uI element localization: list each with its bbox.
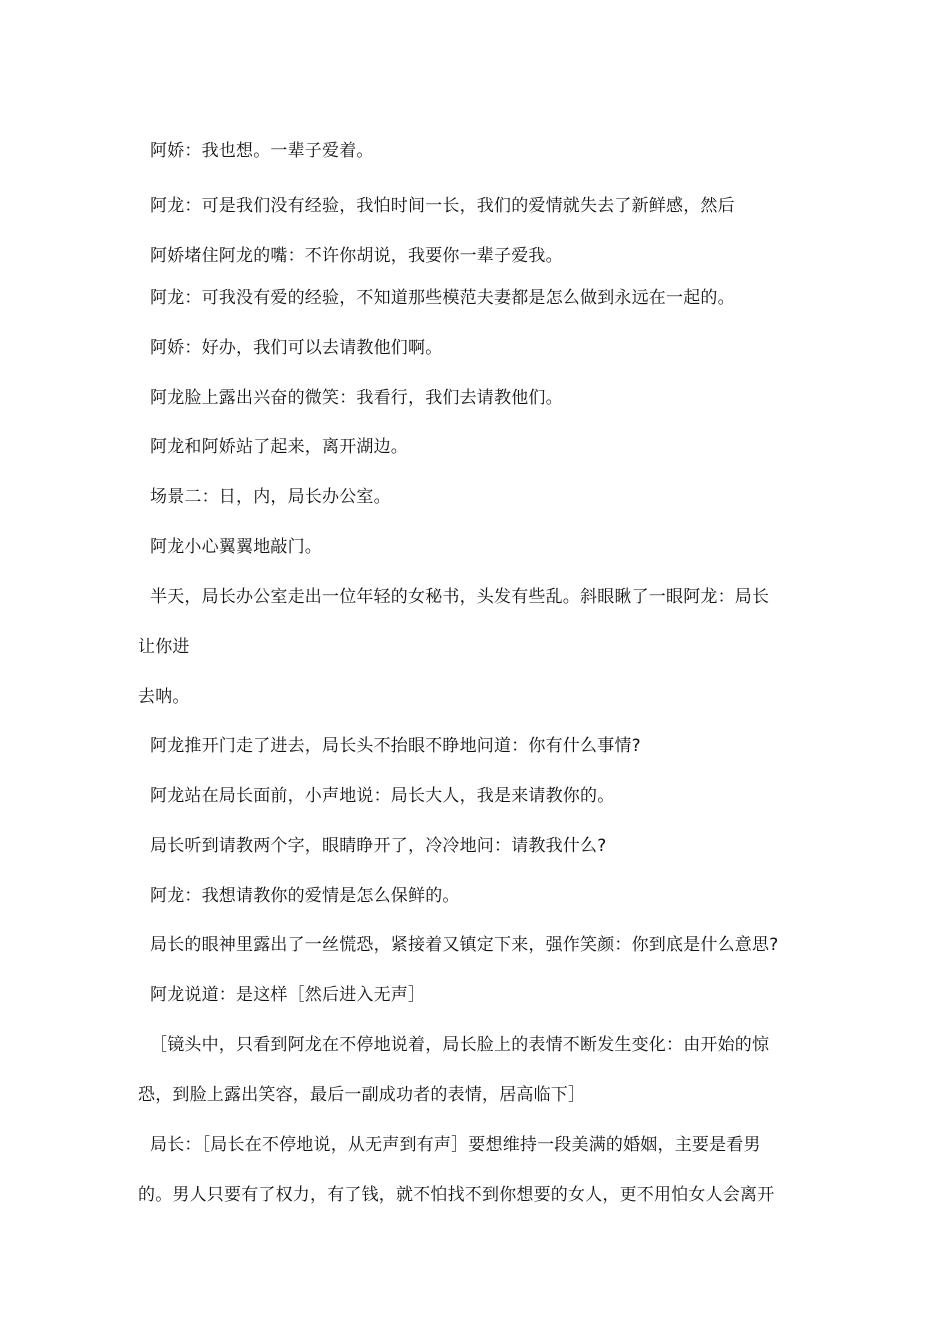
text-line: 阿龙脸上露出兴奋的微笑：我看行，我们去请教他们。: [150, 388, 563, 408]
text-line: 让你进: [138, 637, 190, 657]
text-line: 局长的眼神里露出了一丝慌恐，紧接着又镇定下来，强作笑颜：你到底是什么意思?: [150, 935, 779, 955]
text-line: 阿龙小心翼翼地敲门。: [150, 537, 322, 557]
text-line: 阿龙说道：是这样［然后进入无声］: [150, 985, 426, 1005]
text-line: 阿娇：好办，我们可以去请教他们啊。: [150, 338, 443, 358]
text-line: 半天，局长办公室走出一位年轻的女秘书，头发有些乱。斜眼瞅了一眼阿龙：局长: [150, 587, 770, 607]
text-line: 阿龙站在局长面前，小声地说：局长大人，我是来请教你的。: [150, 786, 615, 806]
text-line: 阿娇堵住阿龙的嘴：不许你胡说，我要你一辈子爱我。: [150, 246, 563, 266]
text-line: 去呐。: [138, 687, 190, 707]
text-line: 局长：［局长在不停地说，从无声到有声］要想维持一段美满的婚姻，主要是看男: [150, 1135, 761, 1155]
text-line: 恐，到脸上露出笑容，最后一副成功者的表情，居高临下］: [138, 1085, 586, 1105]
text-line: 阿龙推开门走了进去，局长头不抬眼不睁地问道：你有什么事情?: [150, 736, 641, 756]
text-line: 阿龙：我想请教你的爱情是怎么保鲜的。: [150, 886, 460, 906]
text-line: 阿龙：可我没有爱的经验，不知道那些模范夫妻都是怎么做到永远在一起的。: [150, 288, 735, 308]
text-line: 阿娇：我也想。一辈子爱着。: [150, 141, 374, 161]
text-line: ［镜头中，只看到阿龙在不停地说着，局长脸上的表情不断发生变化：由开始的惊: [150, 1035, 770, 1055]
text-line: 的。男人只要有了权力，有了钱，就不怕找不到你想要的女人，更不用怕女人会离开: [138, 1185, 775, 1205]
text-line: 阿龙和阿娇站了起来，离开湖边。: [150, 437, 408, 457]
text-line: 阿龙：可是我们没有经验，我怕时间一长，我们的爱情就失去了新鲜感，然后: [150, 196, 735, 216]
text-line: 场景二：日，内，局长办公室。: [150, 487, 391, 507]
text-line: 局长听到请教两个字，眼睛睁开了，冷冷地问：请教我什么?: [150, 836, 607, 856]
